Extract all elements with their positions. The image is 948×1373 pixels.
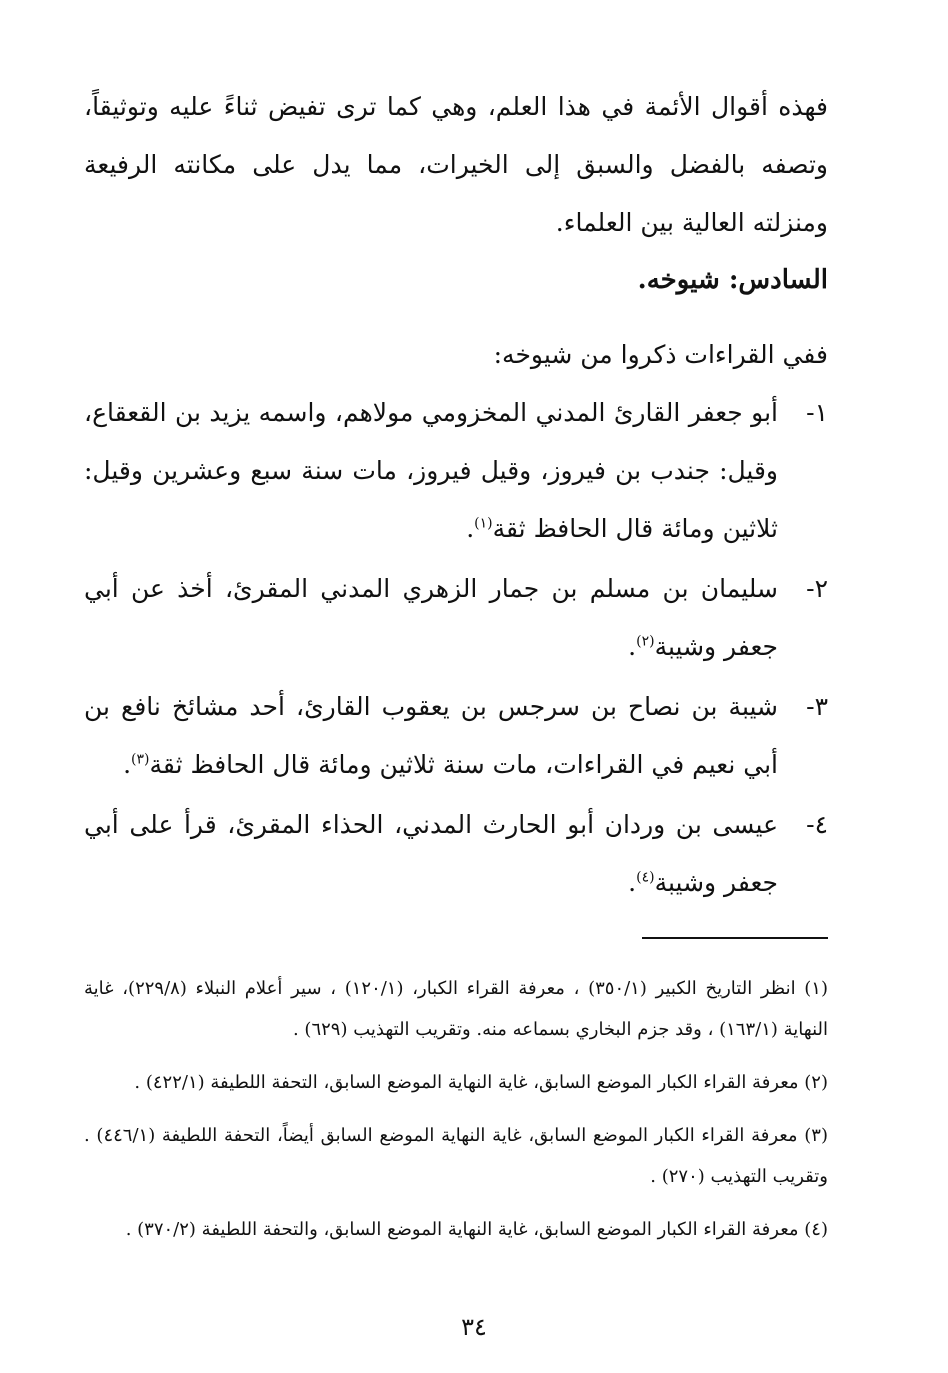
- footnote-ref: (٤): [636, 869, 655, 886]
- footnote-4: (٤) معرفة القراء الكبار الموضع السابق، غاية النهاية الموضع السابق، والتحفة اللطيفة (٣٧٠/٢) .: [125, 1219, 828, 1240]
- footnote-divider: [642, 937, 828, 939]
- intro-paragraph: فهذه أقوال الأئمة في هذا العلم، وهي كما ترى تفيض ثناءً عليه وتوثيقاً، وتصفه بالفضل والسبق إلى الخيرات، مما يدل على مكانته الرفيعة ومنزلته العالية بين العلماء.: [84, 92, 828, 237]
- item-end-mark: .: [628, 632, 637, 661]
- footnote-ref: (٢): [636, 633, 655, 650]
- teacher-item-1: [84, 384, 828, 558]
- section-heading: السادس: شيوخه.: [637, 265, 828, 295]
- item-end-mark: .: [123, 750, 132, 779]
- footnote-2: (٢) معرفة القراء الكبار الموضع السابق، غاية النهاية الموضع السابق، التحفة اللطيفة (٤٢٢/١) .: [134, 1072, 828, 1093]
- teacher-item-2: [84, 560, 828, 676]
- item-number: ٤-: [806, 810, 828, 839]
- item-text-wrap: [84, 796, 778, 912]
- item-number: ١-: [806, 398, 828, 427]
- item-text: شيبة بن نصاح بن سرجس بن يعقوب القارئ، أحد مشائخ نافع بن أبي نعيم في القراءات، مات سنة ثلاثين ومائة قال الحافظ ثقة: [84, 692, 778, 779]
- item-text: أبو جعفر القارئ المدني المخزومي مولاهم، واسمه يزيد بن القعقاع، وقيل: جندب بن فيروز، وقيل فيروز، مات سنة سبع وعشرين وقيل: ثلاثين ومائة قال الحافظ ثقة: [84, 398, 778, 543]
- item-number: ٢-: [806, 574, 828, 603]
- teachers-intro: ففي القراءات ذكروا من شيوخه:: [493, 340, 828, 369]
- item-text-wrap: [84, 678, 778, 794]
- footnotes: [84, 968, 828, 1262]
- main-text: [84, 78, 828, 912]
- item-text: سليمان بن مسلم بن جمار الزهري المدني المقرئ، أخذ عن أبي جعفر وشيبة: [84, 574, 778, 661]
- footnote-3: (٣) معرفة القراء الكبار الموضع السابق، غاية النهاية الموضع السابق أيضاً، التحفة اللطيفة (٤٤٦/١) . وتقريب التهذيب (٢٧٠) .: [84, 1125, 828, 1187]
- teacher-item-3: [84, 678, 828, 794]
- item-text: عيسى بن وردان أبو الحارث المدني، الحذاء المقرئ، قرأ على أبي جعفر وشيبة: [84, 810, 778, 897]
- item-end-mark: .: [466, 514, 475, 543]
- item-number: ٣-: [806, 692, 828, 721]
- page-number: ٣٤: [461, 1313, 487, 1341]
- item-end-mark: .: [628, 868, 637, 897]
- footnote-ref: (٣): [131, 751, 150, 768]
- item-text-wrap: [84, 560, 778, 676]
- teacher-item-4: [84, 796, 828, 912]
- footnote-ref: (١): [474, 515, 493, 532]
- footnote-1: (١) انظر التاريخ الكبير (٣٥٠/١) ، معرفة القراء الكبار، (١٢٠/١) ، سير أعلام النبلاء (٢٢٩/٨)، غاية النهاية (١٦٣/١) ، وقد جزم البخاري بسماعه منه. وتقريب التهذيب (٦٢٩) .: [84, 978, 828, 1040]
- item-text-wrap: [84, 384, 778, 558]
